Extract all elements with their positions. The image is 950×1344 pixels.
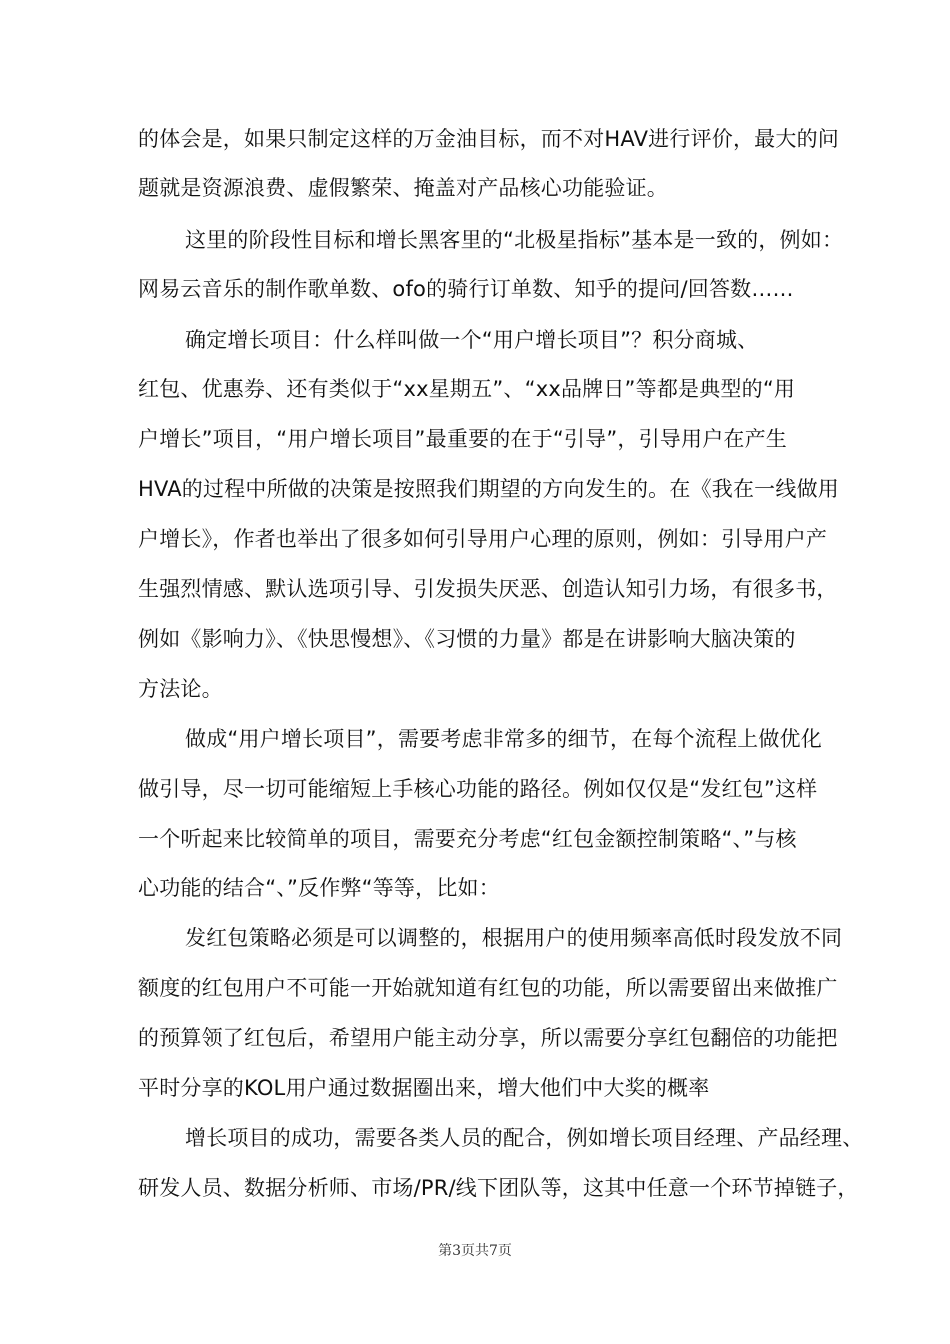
text-line: 发红包策略必须是可以调整的，根据用户的使用频率高低时段发放不同 xyxy=(185,926,843,950)
page-number-footer: 第3页共7页 xyxy=(438,1243,512,1259)
text-line: 确定增长项目：什么样叫做一个“用户增长项目”？积分商城、 xyxy=(185,328,759,352)
text-line: 的体会是，如果只制定这样的万金油目标，而不对HAV进行评价，最大的问 xyxy=(138,127,839,151)
text-line: 方法论。 xyxy=(138,677,223,701)
text-line: 做引导，尽一切可能缩短上手核心功能的路径。例如仅仅是“发红包”这样 xyxy=(138,777,818,801)
text-line: 户增长》，作者也举出了很多如何引导用户心理的原则，例如：引导用户产 xyxy=(138,527,828,551)
text-line: 这里的阶段性目标和增长黑客里的“北极星指标”基本是一致的，例如： xyxy=(185,228,844,252)
text-line: 网易云音乐的制作歌单数、ofo的骑行订单数、知乎的提问/回答数…… xyxy=(138,277,794,301)
text-line: 平时分享的KOL用户通过数据圈出来，增大他们中大奖的概率 xyxy=(138,1076,710,1100)
text-line: 户增长”项目，“用户增长项目”最重要的在于“引导”，引导用户在产生 xyxy=(138,427,787,451)
text-line: 红包、优惠券、还有类似于“xx星期五”、“xx品牌日”等都是典型的“用 xyxy=(138,377,796,401)
text-line: 生强烈情感、默认选项引导、引发损失厌恶、创造认知引力场，有很多书， xyxy=(138,577,838,601)
text-line: 的预算领了红包后，希望用户能主动分享，所以需要分享红包翻倍的功能把 xyxy=(138,1026,838,1050)
text-line: 额度的红包用户不可能一开始就知道有红包的功能，所以需要留出来做推广 xyxy=(138,976,838,1000)
text-line: 例如《影响力》、《快思慢想》、《习惯的力量》都是在讲影响大脑决策的 xyxy=(138,627,796,651)
text-line: 研发人员、数据分析师、市场/PR/线下团队等，这其中任意一个环节掉链子， xyxy=(138,1176,859,1200)
text-line: 题就是资源浪费、虚假繁荣、掩盖对产品核心功能验证。 xyxy=(138,176,668,200)
text-line: 增长项目的成功，需要各类人员的配合，例如增长项目经理、产品经理、 xyxy=(185,1126,864,1150)
text-line: 做成“用户增长项目”，需要考虑非常多的细节，在每个流程上做优化 xyxy=(185,727,822,751)
text-line: 心功能的结合“、”反作弊“等等，比如： xyxy=(138,876,500,900)
text-line: 一个听起来比较简单的项目，需要充分考虑“红包金额控制策略“、”与核 xyxy=(138,827,797,851)
text-line: HVA的过程中所做的决策是按照我们期望的方向发生的。在《我在一线做用 xyxy=(138,477,839,501)
